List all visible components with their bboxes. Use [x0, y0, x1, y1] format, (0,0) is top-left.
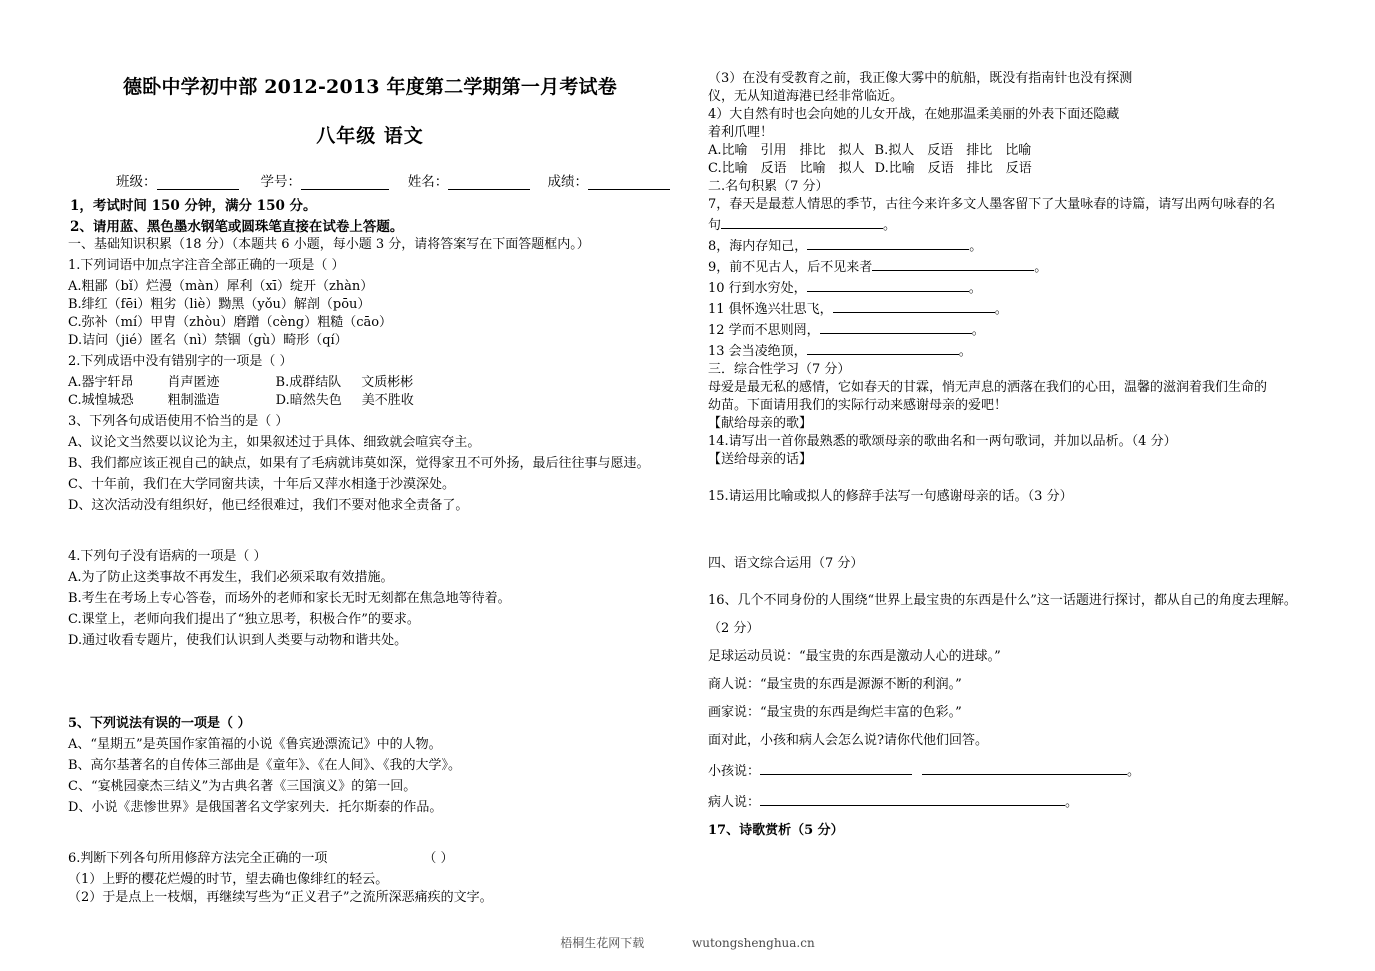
question-3-stem: 3、下列各句成语使用不恰当的是（ ） — [68, 414, 289, 429]
question-6-options-row-1: A.比喻 引用 排比 拟人 B.拟人 反语 排比 比喻 — [708, 143, 1032, 158]
question-6-item-1: （1）上野的樱花烂熳的时节，望去确也像绯红的轻云。 — [68, 872, 389, 887]
question-5-option-a: A、“星期五”是英国作家笛福的小说《鲁宾逊漂流记》中的人物。 — [68, 737, 442, 752]
question-4-option-d: D.通过收看专题片，使我们认识到人类要与动物和谐共处。 — [68, 633, 408, 648]
score-label: 成绩： — [547, 174, 589, 190]
question-9-answer-blank[interactable] — [872, 258, 1034, 271]
question-16-quote-painter: 画家说：“最宝贵的东西是绚烂丰富的色彩。” — [708, 705, 962, 720]
question-13: 13 会当凌绝顶， 。 — [708, 344, 972, 359]
student-number-field[interactable] — [260, 170, 389, 190]
question-5-option-b: B、高尔基著名的自传体三部曲是《童年》、《在人间》、《我的大学》。 — [68, 758, 462, 773]
left-column — [68, 238, 708, 912]
question-1-option-c: C.弥补（mí）甲胄（zhòu）磨蹭（cèng）粗糙（cāo） — [68, 315, 393, 330]
question-4-option-b: B.考生在考场上专心答卷，而场外的老师和家长无时无刻都在焦急地等待着。 — [68, 591, 511, 606]
question-3-option-c: C、十年前，我们在大学同窗共读，十年后又萍水相逢于沙漠深处。 — [68, 477, 455, 492]
question-7-answer-blank[interactable] — [721, 216, 883, 229]
class-label: 班级： — [116, 174, 157, 190]
section-3-text-line-1: 母爱是最无私的感情，它如春天的甘霖，悄无声息的洒落在我们的心田，温馨的滋润着我们生命的 — [708, 380, 1268, 395]
instruction-line-2: 2、请用蓝、黑色墨水钢笔或圆珠笔直接在试卷上答题。 — [70, 218, 404, 235]
question-17: 17、诗歌赏析（5 分） — [708, 823, 844, 838]
question-6-item-4-line-2: 着利爪哩！ — [708, 125, 774, 140]
question-6-stem: 6.判断下列各句所用修辞方法完全正确的一项 （ ） — [68, 851, 454, 866]
question-13-answer-blank[interactable] — [807, 342, 959, 355]
question-5-option-c: C、“宴桃园豪杰三结义”为古典名著《三国演义》的第一回。 — [68, 779, 417, 794]
question-4-option-a: A.为了防止这类事故不再发生，我们必须采取有效措施。 — [68, 570, 394, 585]
section-1-heading: 一、基础知识积累（18 分）（本题共 6 小题，每小题 3 分，请将答案写在下面答题框内。） — [68, 237, 590, 252]
question-16-answer-child: 小孩说： 。 — [708, 764, 1141, 779]
question-6-item-2: （2）于是点上一枝烟，再继续写些为“正义君子”之流所深恶痛疾的文字。 — [68, 890, 493, 905]
class-input-line[interactable] — [157, 176, 239, 190]
question-1-stem: 1.下列词语中加点字注音全部正确的一项是（ ） — [68, 258, 345, 273]
question-5-stem: 5、下列说法有误的一项是（ ） — [68, 716, 251, 731]
question-2-row-1: A.器宇轩昂 肖声匿迹 B.成群结队 文质彬彬 — [68, 375, 414, 390]
score-input-line[interactable] — [588, 176, 670, 190]
student-number-input-line[interactable] — [301, 176, 389, 190]
bracket-heading-words-for-mother: 【送给母亲的话】 — [708, 452, 813, 467]
question-1-option-b: B.绯红（fēi）粗劣（liè）黝黑（yǒu）解剖（pōu） — [68, 297, 371, 312]
question-6-item-3-line-2: 仪，无从知道海港已经非常临近。 — [708, 89, 904, 104]
question-3-option-b: B、我们都应该正视自己的缺点，如果有了毛病就讳莫如深，觉得家丑不可外扬，最后往往事与愿违。 — [68, 456, 650, 471]
question-4-stem: 4.下列句子没有语病的一项是（ ） — [68, 549, 267, 564]
question-1-option-a: A.粗鄙（bǐ）烂漫（màn）犀利（xī）绽开（zhàn） — [68, 279, 374, 294]
paper-header — [70, 72, 670, 238]
question-10: 10 行到水穷处， 。 — [708, 281, 982, 296]
question-15: 15.请运用比喻或拟人的修辞手法写一句感谢母亲的话。（3 分） — [708, 489, 1073, 504]
question-16-stem: 16、几个不同身份的人围绕“世界上最宝贵的东西是什么”这一话题进行探讨，都从自己的角度去理解。 — [708, 593, 1297, 608]
student-number-label: 学号： — [260, 174, 301, 190]
question-12: 12 学而不思则罔， 。 — [708, 323, 985, 338]
question-8-answer-blank[interactable] — [807, 237, 969, 250]
section-3-heading: 三．综合性学习（7 分） — [708, 362, 851, 377]
exam-instructions — [70, 196, 670, 238]
section-3-text-line-2: 幼苗。下面请用我们的实际行动来感谢母亲的爱吧！ — [708, 398, 1008, 413]
question-16-quote-merchant: 商人说：“最宝贵的东西是源源不断的利润。” — [708, 677, 962, 692]
footer-url: wutongshenghua.cn — [691, 936, 815, 950]
question-16-score: （2 分） — [708, 621, 760, 636]
question-2-stem: 2.下列成语中没有错别字的一项是（ ） — [68, 354, 293, 369]
question-6-item-3-line-1: （3）在没有受教育之前，我正像大雾中的航船，既没有指南针也没有探测 — [708, 71, 1133, 86]
question-8: 8，海内存知己， 。 — [708, 239, 983, 254]
question-7-line-1: 7，春天是最惹人情思的季节，古往今来许多文人墨客留下了大量咏春的诗篇，请写出两句咏春的名 — [708, 197, 1276, 212]
name-label: 姓名： — [407, 174, 449, 190]
name-field[interactable] — [408, 170, 531, 190]
question-12-answer-blank[interactable] — [820, 321, 972, 334]
question-16-answer-patient: 病人说： 。 — [708, 795, 1079, 810]
question-3-option-d: D、这次活动没有组织好，他已经很难过，我们不要对他求全责备了。 — [68, 498, 469, 513]
question-6-item-4-line-1: 4）大自然有时也会向她的儿女开战，在她那温柔美丽的外表下面还隐藏 — [708, 107, 1120, 122]
question-7-line-2: 句 。 — [708, 218, 897, 233]
name-input-line[interactable] — [448, 176, 530, 190]
instruction-line-1: 1，考试时间 150 分钟，满分 150 分。 — [70, 198, 317, 214]
page-title: 德卧中学初中部 2012-2013 年度第二学期第一月考试卷 — [123, 76, 617, 98]
page-subtitle: 八年级 语文 — [316, 125, 424, 147]
question-3-option-a: A、议论文当然要以议论为主，如果叙述过于具体、细致就会喧宾夺主。 — [68, 435, 481, 450]
class-field[interactable] — [116, 170, 239, 190]
question-16-quote-footballer: 足球运动员说：“最宝贵的东西是激动人心的进球。” — [708, 649, 1001, 664]
question-4-option-c: C.课堂上，老师向我们提出了“独立思考，积极合作”的要求。 — [68, 612, 420, 627]
question-11-answer-blank[interactable] — [833, 300, 995, 313]
question-9: 9，前不见古人，后不见来者 。 — [708, 260, 1048, 275]
question-14: 14.请写出一首你最熟悉的歌颂母亲的歌曲名和一两句歌词，并加以品析。（4 分） — [708, 434, 1177, 449]
footer-watermark — [0, 934, 1375, 951]
question-2-row-2: C.城惶城恐 粗制滥造 D.暗然失色 美不胜收 — [68, 393, 414, 408]
student-info-row — [70, 170, 670, 190]
bracket-heading-song-for-mother: 【献给母亲的歌】 — [708, 416, 813, 431]
score-field[interactable] — [548, 170, 671, 190]
section-4-heading: 四、语文综合运用（7 分） — [708, 556, 864, 571]
right-column — [708, 72, 1348, 845]
question-16-prompt: 面对此，小孩和病人会怎么说?请你代他们回答。 — [708, 733, 988, 748]
section-2-heading: 二.名句积累（7 分） — [708, 179, 829, 194]
question-5-option-d: D、小说《悲惨世界》是俄国著名文学家列夫．托尔斯泰的作品。 — [68, 800, 443, 815]
patient-answer-blank[interactable] — [760, 793, 1065, 806]
question-6-options-row-2: C.比喻 反语 比喻 拟人 D.比喻 反语 排比 反语 — [708, 161, 1032, 176]
child-answer-blank-2[interactable] — [922, 762, 1127, 775]
question-11: 11 俱怀逸兴壮思飞， 。 — [708, 302, 1008, 317]
question-10-answer-blank[interactable] — [807, 279, 969, 292]
question-1-option-d: D.诘问（jié）匿名（nì）禁锢（gù）畸形（qí） — [68, 333, 348, 348]
footer-site-name: 梧桐生花网下载 — [560, 936, 645, 950]
child-answer-blank-1[interactable] — [760, 762, 912, 775]
